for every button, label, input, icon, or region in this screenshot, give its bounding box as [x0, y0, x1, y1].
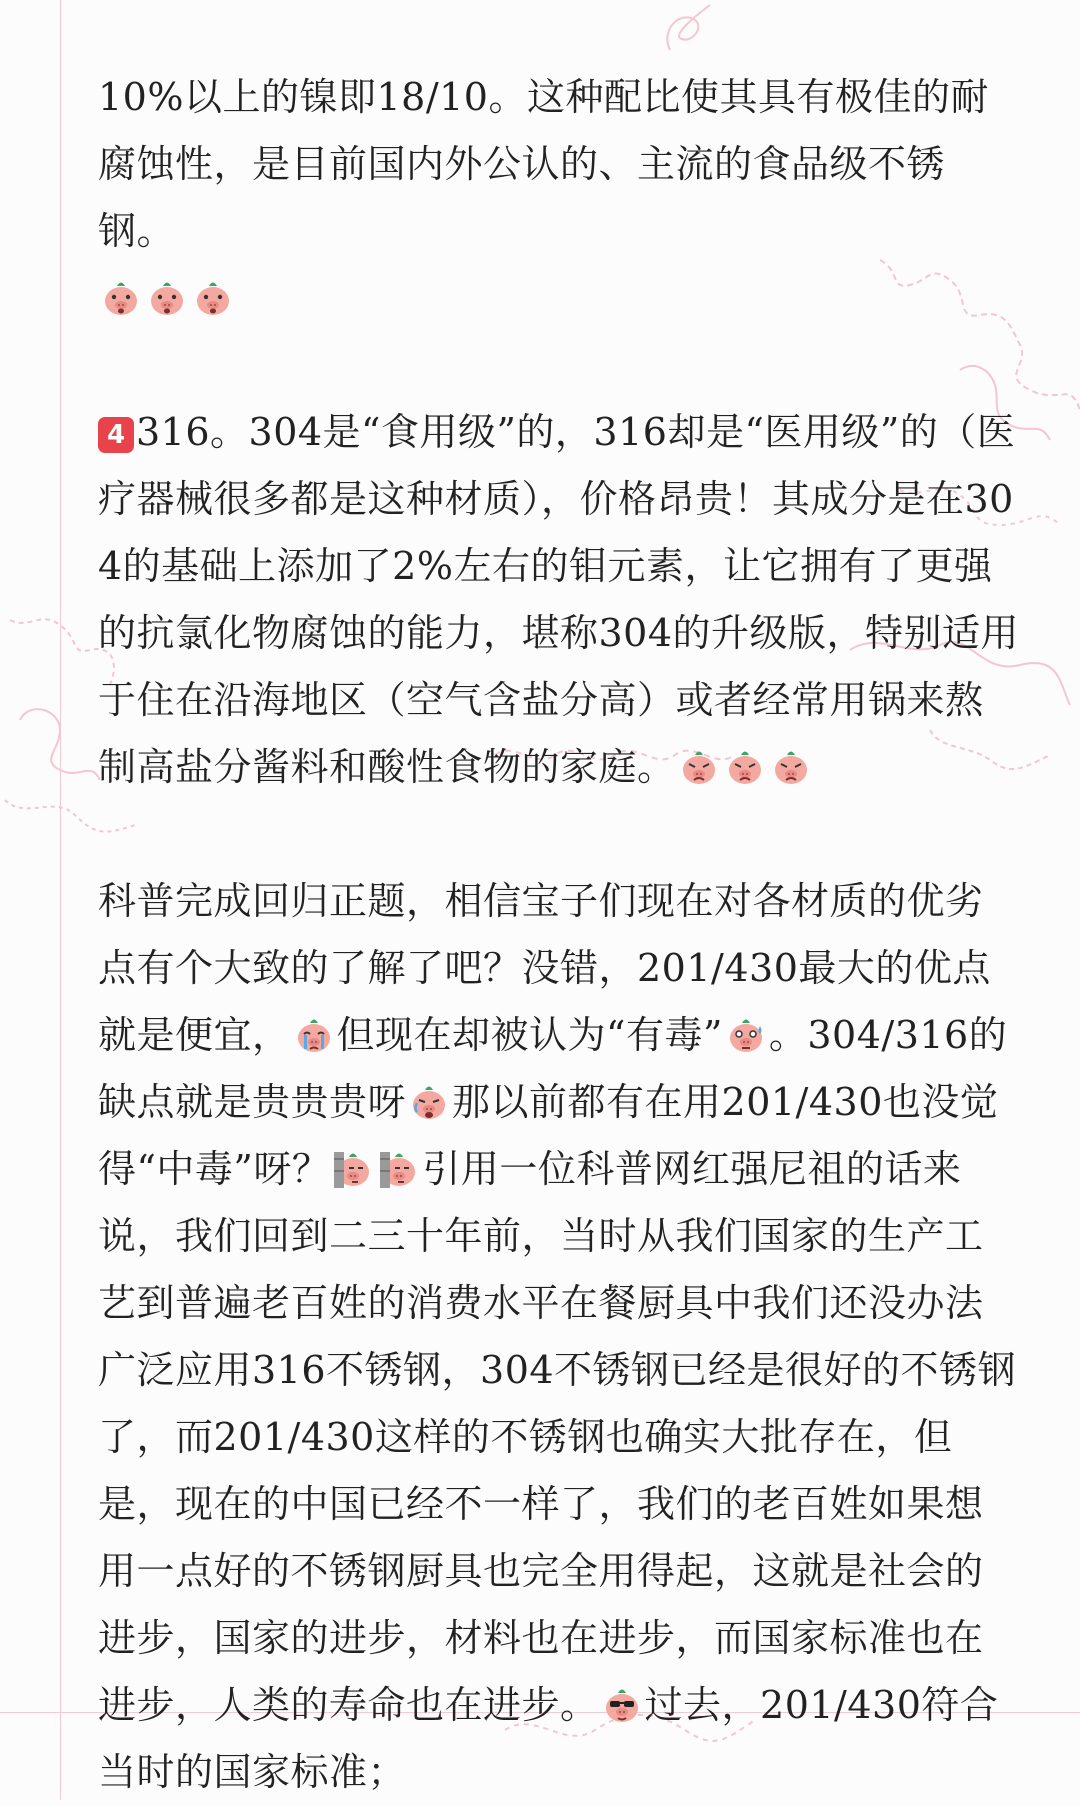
paragraph-text: 那以前都有在用201/430也没觉得“中毒”呀？	[98, 1080, 999, 1191]
peeking-pig-icon	[332, 1148, 374, 1190]
doodle-top-right	[650, 0, 730, 60]
article-body	[98, 64, 1020, 1806]
number-four-badge: 4	[98, 417, 134, 453]
peeking-pig-icon	[378, 1148, 420, 1190]
paragraph-text: 但现在却被认为“有毒”	[336, 1013, 723, 1057]
paragraph	[98, 868, 1020, 1806]
surprised-pig-icon	[146, 277, 188, 319]
paragraph-text: 316。304是“食用级”的，316却是“医用级”的（医疗器械很多都是这种材质），价格昂贵！其成分是在304的基础上添加了2%左右的钼元素，让它拥有了更强的抗氯化物腐蚀的能力，堪称304的升级版，特别适用于住在沿海地区（空气含盐分高）或者经常用锅来熬制高盐分酱料和酸性食物的家庭。	[98, 410, 1020, 789]
angry-pig-icon	[724, 746, 766, 788]
surprised-pig-icon	[100, 277, 142, 319]
paragraph-gap	[98, 801, 1020, 868]
surprised-pig-icon	[192, 277, 234, 319]
paragraph-text: 科普完成回归正题，相信宝子们现在对各材质的优劣点有个大致的了解了吧？没错，201/430最大的优点就是便宜，	[98, 879, 991, 1057]
paragraph-text: 10%以上的镍即18/10。这种配比使其具有极佳的耐腐蚀性，是目前国内外公认的、主流的食品级不锈钢。	[98, 75, 989, 253]
paragraph-gap	[98, 332, 1020, 399]
crying-pig-icon	[293, 1014, 335, 1056]
angry-pig-icon	[770, 746, 812, 788]
paragraph-text: 。304/316的缺点就是贵贵贵呀	[98, 1013, 1008, 1124]
notebook-margin-line	[60, 0, 61, 1800]
sunglasses-pig-icon	[601, 1684, 643, 1726]
paragraph-text: 过去，201/430符合当时的国家标准；	[98, 1683, 999, 1794]
sweating-pig-icon	[725, 1014, 767, 1056]
angry-pig-icon	[678, 746, 720, 788]
paragraph-text: 引用一位科普网红强尼祖的话来说，我们回到二三十年前，当时从我们国家的生产工艺到普遍老百姓的消费水平在餐厨具中我们还没办法广泛应用316不锈钢，304不锈钢已经是很好的不锈钢了，而201/430这样的不锈钢也确实大批存在，但是，现在的中国已经不一样了，我们的老百姓如果想用一点好的不锈钢厨具也完全用得起，这就是社会的进步，国家的进步，材料也在进步，而国家标准也在进步，人类的寿命也在进步。	[98, 1147, 1017, 1727]
paragraph	[98, 399, 1020, 801]
tearful-pig-icon	[408, 1081, 450, 1123]
paragraph	[98, 64, 1020, 332]
